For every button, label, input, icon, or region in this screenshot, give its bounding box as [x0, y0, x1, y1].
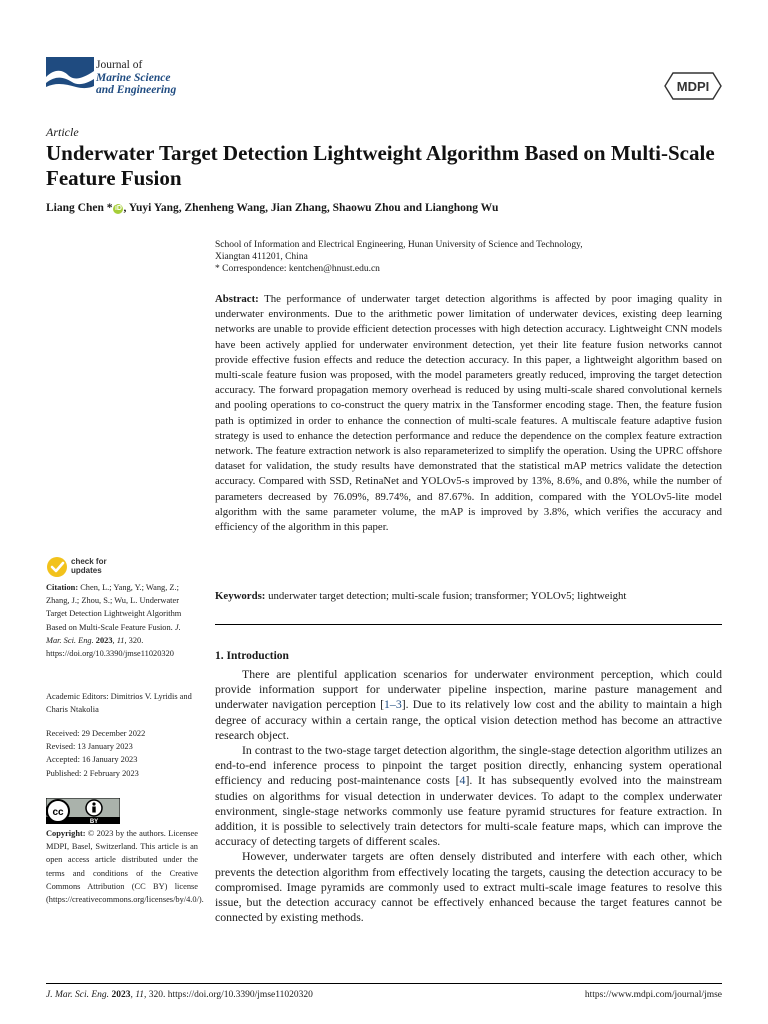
check-for-updates-icon	[46, 556, 68, 578]
citation-journal: J. Mar. Sci. Eng.	[46, 622, 181, 645]
journal-name-line2: Marine Science	[96, 71, 171, 84]
publication-dates	[46, 727, 198, 780]
journal-wave-logo-icon	[46, 57, 94, 91]
paragraph-text: ]. Due to its relatively low cost and the ability to maintain a high degree of accuracy within a certain range, the optical vision detection method has become an attractive research object.	[215, 697, 722, 742]
orcid-icon[interactable]: iD	[114, 205, 122, 212]
paragraph: However, underwater targets are often densely distributed and interfere with each other, which prevents the detection algorithm from effectively locating the targets, causing the detection accuracy to be compromised. Image pyramids are commonly used to extract multi-scale image features to resolve this issue, but the detection accuracy cannot be effectively enhanced because the target features cannot be connected by existing methods.	[215, 849, 722, 925]
paragraph-text: In contrast to the two-stage target detection algorithm, the single-stage detection algorithm utilizes an end-to-end inference process to pinpoint the target position directly, enhancing system operational efficiency and reducing post-maintenance costs [	[215, 743, 722, 788]
footer-year: 2023	[109, 990, 131, 1000]
abstract-text: The performance of underwater target detection algorithms is affected by poor imaging quality in underwater environments. Due to the arithmetic power limitation of underwater devices, existing deep learning networks are unable to provide efficient detection processes with high detection accuracy. Lightweight CNN models have been actively applied for underwater environment detection, yet their lite feature fusion networks cannot provide effective fusion effects and reduce the detection accuracy. In this paper, a lightweight algorithm based on multi-scale feature fusion was proposed, with the model parameters greatly reduced, improving the target detection accuracy. The forward propagation memory overhead is reduced by using multi-scale shared convolutional kernels and pooling operations to co-construct the query matrix in the Tansformer encoding stage. Then, the feature fusion path is optimized in order to enhance the connection of multi-scale features. A multiscale feature adaptive fusion strategy is used to enhance the detection performance and reduce the dependence on the complex feature extraction network. The feature extraction network is also reparameterized to simplify the operation. Using the UPRC offshore dataset for validation, the study results have demonstrated that the statistical mAP metrics validate the detection accuracy. Compared with SSD, RetinaNet and YOLOv5-s improved by 13%, 8.6%, and 0.8%, while the number of parameters decreased by 76.09%, 89.74%, and 87.67%. In addition, compared with the YOLOv5-lite model algorithm with the same parameter volume, the mAP is improved by 3.8%, which verifies the accuracy and efficiency of the algorithm in this paper.	[215, 293, 722, 534]
article-type: Article	[46, 125, 79, 139]
paragraph-text: There are plentiful application scenarios for underwater environment perception, which could provide information support for underwater pipeline inspection, marine pasture management and underwater navigation perception [	[215, 667, 722, 712]
journal-name-line3: and Engineering	[96, 84, 177, 96]
citation-link[interactable]: 1–3	[384, 697, 402, 712]
correspondence: * Correspondence: kentchen@hnust.edu.cn	[215, 264, 380, 274]
affiliation-line2: Xiangtan 411201, China	[215, 252, 308, 262]
affiliation	[215, 239, 720, 275]
citation-block	[46, 581, 198, 660]
mdpi-logo-text: MDPI	[676, 79, 710, 94]
date-received: Received: 29 December 2022	[46, 729, 146, 738]
date-revised: Revised: 13 January 2023	[46, 742, 133, 752]
copyright-label: Copyright:	[46, 829, 86, 838]
footer-divider	[46, 983, 722, 984]
footer-journal: J. Mar. Sci. Eng.	[46, 990, 110, 1000]
paragraph	[215, 743, 722, 849]
check-for-updates-line1: check for	[71, 557, 107, 566]
footer-volume: , 11	[130, 990, 144, 1000]
date-published: Published: 2 February 2023	[46, 768, 139, 778]
section-heading: 1. Introduction	[215, 650, 289, 662]
mdpi-logo-icon	[664, 72, 722, 100]
author-others: , Yuyi Yang, Zhenheng Wang, Jian Zhang, Shaowu Zhou and Lianghong Wu	[123, 202, 499, 214]
citation-link[interactable]: 4	[459, 773, 466, 788]
introduction-body	[215, 667, 722, 925]
footer-citation	[46, 990, 313, 1000]
abstract	[215, 292, 722, 535]
keywords-text: underwater target detection; multi-scale fusion; transformer; YOLOv5; lightweight	[265, 590, 627, 602]
citation-label: Citation:	[46, 583, 79, 592]
copyright-notice	[46, 827, 204, 906]
footer-journal-url[interactable]: https://www.mdpi.com/journal/jmse	[584, 990, 722, 1000]
academic-editors: Academic Editors: Dimitrios V. Lyridis and Charis Ntakolia	[46, 692, 192, 715]
journal-name	[96, 59, 176, 97]
paragraph-text: ]. It has subsequently evolved into the mainstream studies on algorithms for visual detection in underwater devices. To adapt to the complex underwater environment, single-stage networks commonly use feature pyramid structures for feature extraction. In addition, it is possible to selectively train detectors for multi-scale feature maps, which can improve the accuracy of detecting targets of different scales.	[215, 773, 722, 849]
author-corresponding: Liang Chen *	[46, 202, 113, 214]
copyright-text: © 2023 by the authors. Licensee MDPI, Basel, Switzerland. This article is an open access article distributed under the terms and conditions of the Creative Commons Attribution (CC BY) license (https://creativecommons.org/licenses/by/4.0/).	[46, 829, 204, 905]
check-for-updates-line2: updates	[71, 566, 102, 575]
date-accepted: Accepted: 16 January 2023	[46, 755, 138, 765]
affiliation-line1: School of Information and Electrical Engineering, Hunan University of Science and Technology,	[215, 240, 583, 250]
abstract-label: Abstract:	[215, 293, 259, 305]
cc-badge-by-text: BY	[89, 819, 99, 824]
citation-volume: , 11	[112, 635, 125, 645]
keywords	[215, 589, 722, 604]
article-title: Underwater Target Detection Lightweight Algorithm Based on Multi-Scale Feature Fusion	[46, 141, 715, 190]
footer-doi[interactable]: , 320. https://doi.org/10.3390/jmse11020320	[143, 990, 313, 1000]
section-divider	[215, 624, 722, 625]
journal-name-line1: Journal of	[96, 59, 143, 71]
check-for-updates-label	[71, 557, 107, 575]
author-list	[46, 202, 498, 214]
citation-doi[interactable]: , 320. https://doi.org/10.3390/jmse11020320	[46, 635, 174, 659]
svg-text:cc: cc	[52, 807, 64, 818]
paragraph	[215, 667, 722, 743]
keywords-label: Keywords:	[215, 590, 266, 602]
cc-by-license-icon[interactable]	[46, 798, 120, 824]
citation-year: 2023	[93, 635, 113, 645]
citation-text: Chen, L.; Yang, Y.; Wang, Z.; Zhang, J.; Zhou, S.; Wu, L. Underwater Target Detection Lightweight Algorithm Based on Multi-Scale Feature Fusion.	[46, 583, 182, 632]
